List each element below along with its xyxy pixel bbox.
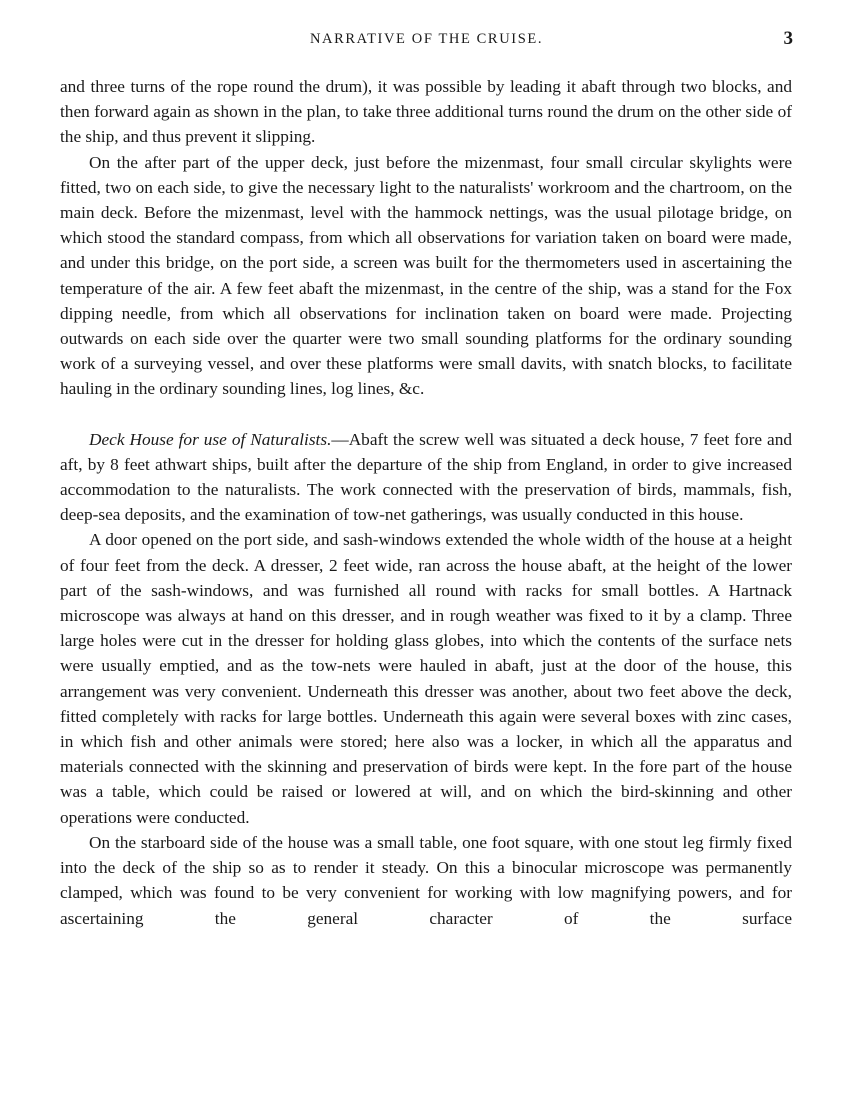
paragraph-rope-drum: and three turns of the rope round the drum), it was possible by leading it abaft through two blocks, and then forward again as shown in the plan, to take three additional turns round the drum on the other side of the ship, and thus prevent it slipping. <box>60 77 792 147</box>
running-title: NARRATIVE OF THE CRUISE. <box>309 31 544 47</box>
page-header <box>60 28 793 55</box>
page-body <box>60 74 792 931</box>
paragraph-door-and-dresser: A door opened on the port side, and sash-windows extended the whole width of the house at a height of four feet from the deck. A dresser, 2 feet wide, ran across the house abaft, at the height of the lower part of the sash-windows, and was furnished all round with racks for small bottles. A Hartnack microscope was always at hand on this dresser, and in rough weather was fixed to it by a clamp. Three large holes were cut in the dresser for holding glass globes, into which the contents of the surface nets were usually emptied, and as the tow-nets were hauled in abaft, just at the door of the house, this arrangement was very convenient. Underneath this dresser was another, about two feet above the deck, fitted completely with racks for large bottles. Underneath this again were several boxes with zinc cases, in which fish and other animals were stored; here also was a locker, in which all the apparatus and materials connected with the skinning and preservation of birds were kept. In the fore part of the house was a table, which could be raised or lowered at will, and on which the bird-skinning and other operations were conducted. <box>60 530 792 827</box>
paragraph-upper-deck: On the after part of the upper deck, just before the mizenmast, four small circular skylights were fitted, two on each side, to give the necessary light to the naturalists' workroom and the chartroom, on the main deck. Before the mizenmast, level with the hammock nettings, was the usual pilotage bridge, on which stood the standard compass, from which all observations for variation taken on board were made, and under this bridge, on the port side, a screen was built for the thermometers used in ascertaining the temperature of the air. A few feet abaft the mizenmast, in the centre of the ship, was a stand for the Fox dipping needle, from which all observations for inclination taken on board were made. Projecting outwards on each side over the quarter were two small sounding platforms for the ordinary sounding work of a surveying vessel, and over these platforms were small davits, with snatch blocks, to facilitate hauling in the ordinary sounding lines, log lines, &c. <box>60 152 792 399</box>
section-heading-deck-house: Deck House for use of Naturalists. <box>89 429 332 449</box>
paragraph-starboard-table: On the starboard side of the house was a small table, one foot square, with one stout leg firmly fixed into the deck of the ship so as to render it steady. On this a binocular microscope was permanently clamped, which was found to be very convenient for working with low magnifying powers, and for ascertaining the general character of the surface <box>60 832 792 928</box>
page-number: 3 <box>783 28 793 49</box>
paragraph-deck-house <box>60 427 792 528</box>
deck-house-text: —Abaft the screw well was situated a deck house, 7 feet fore and aft, by 8 feet athwart ships, built after the departure of the ship from England, in order to give increased accommodation to the naturalists. The work connected with the preservation of birds, mammals, fish, deep-sea deposits, and the examination of tow-net gatherings, was usually conducted in this house. <box>60 429 792 525</box>
